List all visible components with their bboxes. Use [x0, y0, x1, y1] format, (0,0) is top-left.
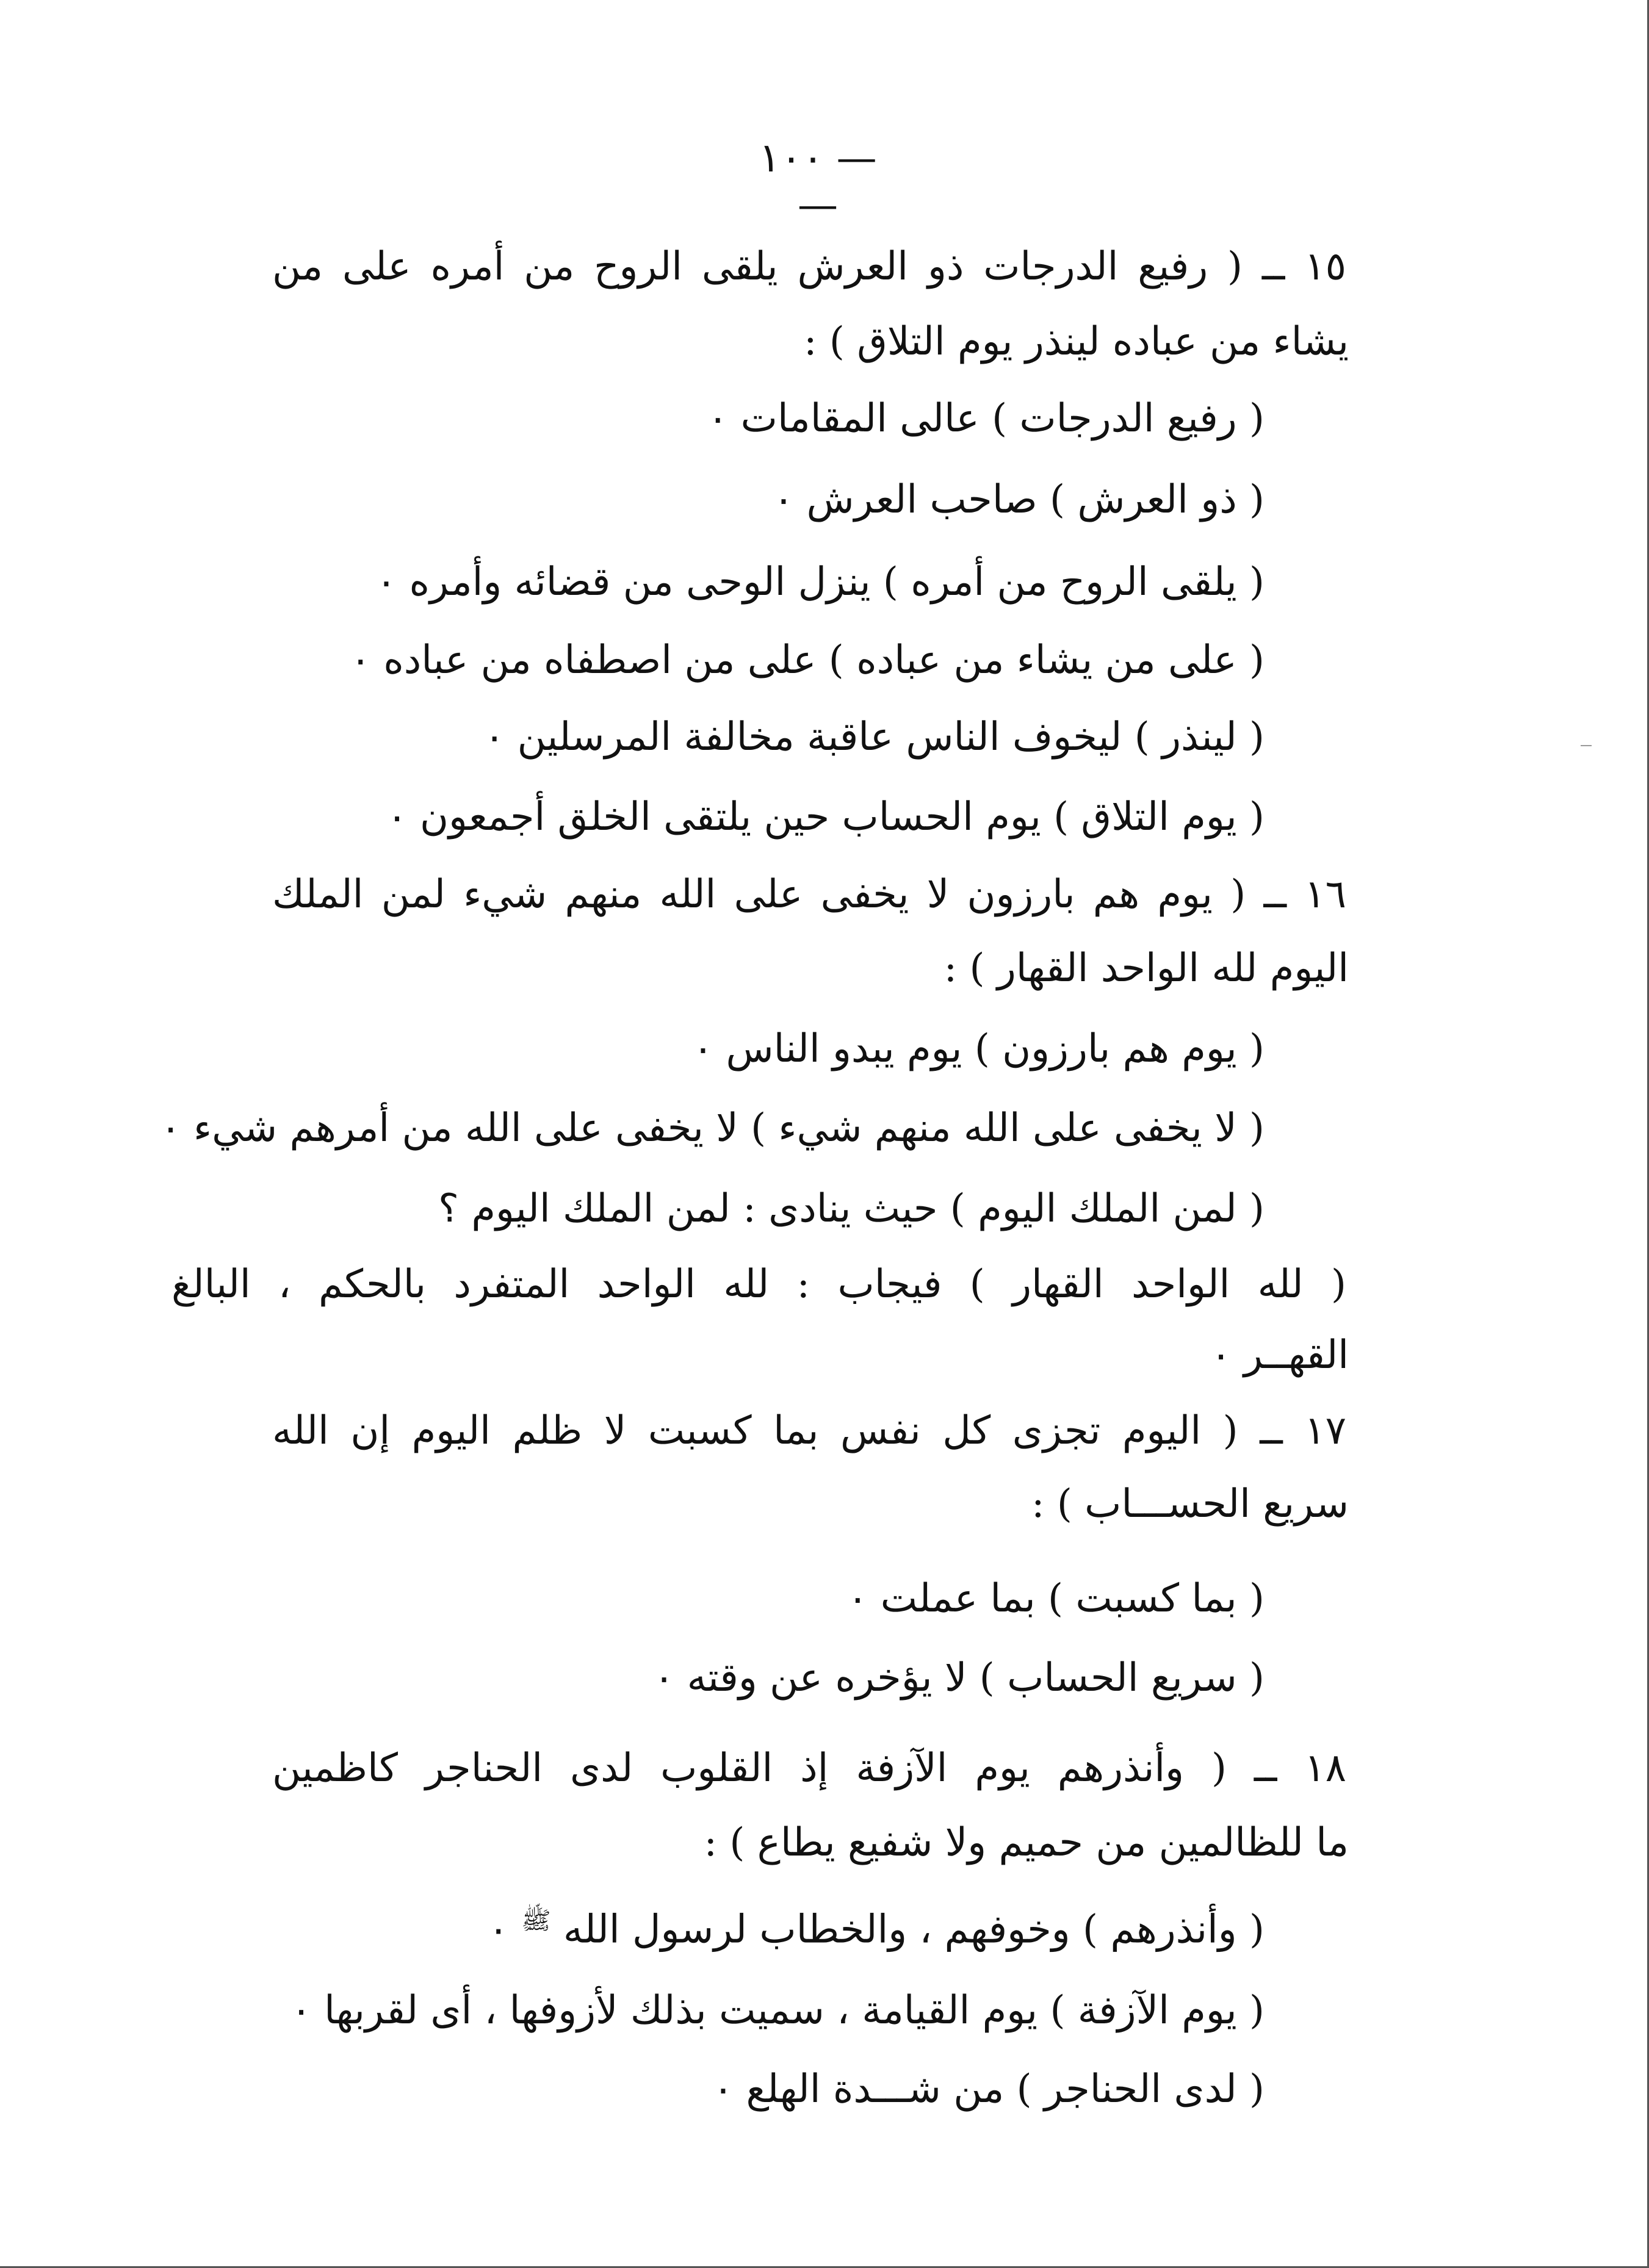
gloss-text: ( وأنذرهم ) وخوفهم ، والخطاب لرسول الله	[563, 1907, 1265, 1953]
gloss-line: ( يلقى الروح من أمره ) ينزل الوحى من قضائه وأمره ٠	[375, 560, 1265, 605]
verse-16-line-2: اليوم لله الواحد القهار ) :	[944, 946, 1349, 991]
gloss-line: ( ذو العرش ) صاحب العرش ٠	[773, 477, 1265, 522]
gloss-line: ( بما كسبت ) بما عملت ٠	[847, 1576, 1265, 1621]
gloss-line: ( لدى الحناجر ) من شـــدة الهلع ٠	[712, 2067, 1265, 2112]
gloss-line-long: ( لله الواحد القهار ) فيجاب : لله الواحد المتفرد بالحكم ، البالغ	[171, 1262, 1346, 1307]
gloss-line: ( يوم الآزفة ) يوم القيامة ، سميت بذلك لأزوفها ، أى لقربها ٠	[290, 1988, 1265, 2033]
verse-18-line-1: ١٨ ــ ( وأنذرهم يوم الآزفة إذ القلوب لدى الحناجر كاظمين	[272, 1746, 1347, 1791]
scan-mark	[1581, 745, 1592, 746]
pbuh-ligature: ﷺ	[521, 1907, 551, 1935]
gloss-line: ( يوم هم بارزون ) يوم يبدو الناس ٠	[692, 1026, 1265, 1071]
verse-17-line-2: سريع الحســـاب ) :	[1031, 1481, 1349, 1527]
gloss-line: ( لمن الملك اليوم ) حيث ينادى : لمن الملك اليوم ؟	[438, 1186, 1265, 1231]
gloss-line: ( على من يشاء من عباده ) على من اصطفاه من عباده ٠	[350, 638, 1265, 683]
gloss-line: ( لينذر ) ليخوف الناس عاقبة مخالفة المرسلين ٠	[483, 715, 1265, 760]
page-number: — ١٠٠ —	[759, 134, 877, 228]
gloss-line: ( رفيع الدرجات ) عالى المقامات ٠	[707, 396, 1265, 441]
gloss-end: ٠	[488, 1907, 509, 1953]
gloss-line-continued: القهــر ٠	[1210, 1333, 1349, 1378]
gloss-line: ( يوم التلاق ) يوم الحساب حين يلتقى الخلق أجمعون ٠	[386, 794, 1265, 840]
gloss-line: ( سريع الحساب ) لا يؤخره عن وقته ٠	[653, 1655, 1265, 1701]
gloss-line: ( لا يخفى على الله منهم شيء ) لا يخفى على الله من أمرهم شيء ٠	[160, 1106, 1265, 1151]
verse-17-line-1: ١٧ ــ ( اليوم تجزى كل نفس بما كسبت لا ظلم اليوم إن الله	[272, 1408, 1347, 1453]
gloss-line	[488, 1907, 1265, 1953]
verse-15-line-1: ١٥ ــ ( رفيع الدرجات ذو العرش يلقى الروح من أمره على من	[272, 244, 1347, 289]
verse-18-line-2: ما للظالمين من حميم ولا شفيع يطاع ) :	[704, 1820, 1349, 1865]
verse-16-line-1: ١٦ ــ ( يوم هم بارزون لا يخفى على الله منهم شيء لمن الملك	[272, 872, 1346, 917]
verse-15-line-2: يشاء من عباده لينذر يوم التلاق ) :	[803, 319, 1349, 364]
